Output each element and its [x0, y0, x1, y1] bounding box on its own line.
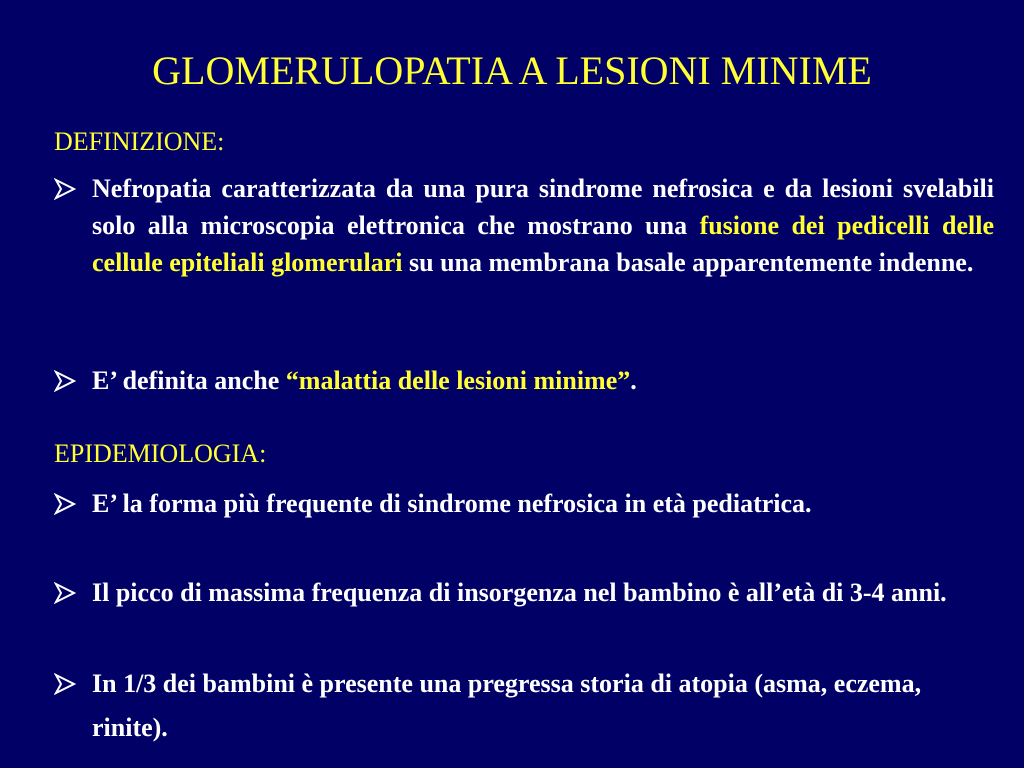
definizione-bullet-2-text — [92, 362, 994, 399]
arrowhead-bullet-icon — [54, 170, 92, 281]
epidemiologia-bullet-1-text: E’ la forma più frequente di sindrome nefrosica in età pediatrica. — [92, 489, 812, 518]
definizione-highlight-fusione: fusione dei pedicelli delle cellule epiteliali glomerulari — [92, 211, 995, 277]
definizione-bullet-1 — [54, 170, 994, 281]
definizione-highlight-malattia: “malattia delle lesioni minime” — [285, 366, 631, 395]
section-heading-definizione: DEFINIZIONE: — [54, 127, 225, 156]
epidemiologia-bullet-2 — [54, 571, 994, 615]
definizione-bullet-1-text-after: su una membrana basale apparentemente indenne. — [402, 248, 974, 277]
definizione-bullet-2-text-before: E’ definita anche — [92, 366, 286, 395]
arrowhead-bullet-icon — [54, 362, 92, 399]
definizione-bullet-1-text-before: Nefropatia caratterizzata da una pura sindrome nefrosica e da lesioni svelabili solo alla microscopia elettronica che mostrano una — [92, 174, 994, 240]
epidemiologia-bullet-1 — [54, 482, 994, 526]
definizione-bullet-1-text — [92, 170, 994, 281]
arrowhead-bullet-icon — [54, 662, 92, 750]
arrowhead-bullet-icon — [54, 571, 92, 615]
epidemiologia-bullet-3 — [54, 662, 994, 750]
epidemiologia-bullet-2-text: Il picco di massima frequenza di insorgenza nel bambino è all’età di 3-4 anni. — [92, 578, 947, 607]
slide-title: GLOMERULOPATIA A LESIONI MINIME — [152, 48, 872, 93]
definizione-bullet-2-text-after: . — [630, 366, 637, 395]
section-heading-epidemiologia: EPIDEMIOLOGIA: — [54, 439, 267, 468]
epidemiologia-bullet-3-text: In 1/3 dei bambini è presente una pregressa storia di atopia (asma, eczema, rinite). — [92, 669, 922, 742]
definizione-bullet-2 — [54, 362, 994, 399]
arrowhead-bullet-icon — [54, 482, 92, 526]
